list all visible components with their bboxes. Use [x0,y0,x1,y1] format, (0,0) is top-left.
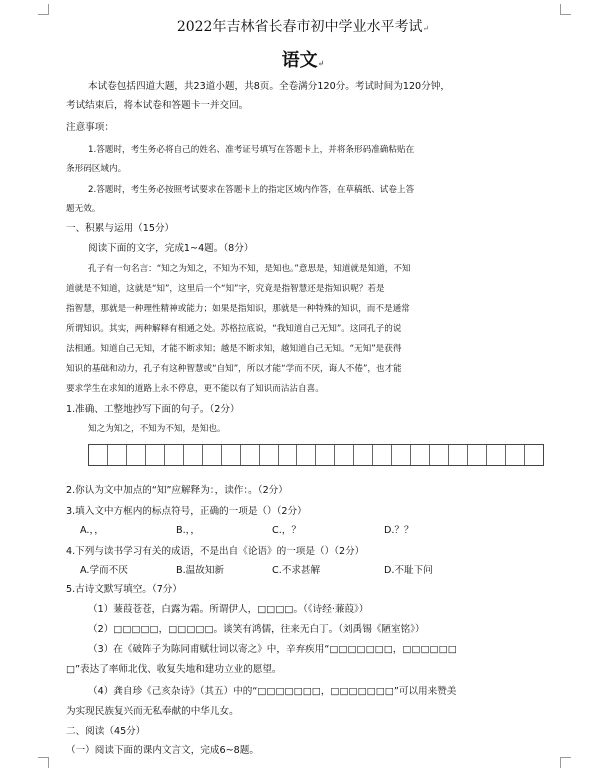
notice-item-1-line-2: 条形码区域内。 [66,164,127,174]
passage-line: 道就是不知道，这就是“知”，这里后一个“知”字，究竟是指智慧还是指知识呢？若是 [66,284,385,294]
intro-line-1: 本试卷包括四道大题，共23道小题，共8页。全卷满分120分。考试时间为120分钟， [88,81,450,92]
notice-item-2-line-1: 2.答题时，考生务必按照考试要求在答题卡上的指定区域内作答，在草稿纸、试卷上答 [88,185,415,195]
question-5-item-4-line-1: （4）龚自珍《己亥杂诗》（其五）中的“□□□□□□□，□□□□□□□”可以用来赞美 [88,686,457,697]
passage-line: 知识的基础和动力，孔子有这种智慧或“自知”，所以才能“学而不厌，诲人不倦”，也才能 [66,364,402,374]
corner-mark-top-left [38,4,49,15]
question-3-option-d: D.？？ [384,525,414,536]
corner-mark-top-right [560,4,571,15]
question-5-item-2: （2）□□□□□，□□□□□。谈笑有鸿儒，往来无白丁。（刘禹锡《陋室铭》） [88,624,425,635]
question-4-option-a: A.学而不厌 [80,565,128,576]
section-2-sub-1: （一）阅读下面的课内文言文，完成6~8题。 [66,745,259,756]
question-4-option-b: B.温故知新 [176,565,225,576]
notice-item-1-line-1: 1.答题时，考生务必将自己的姓名、准考证号填写在答题卡上，并将条形码准确粘贴在 [88,145,415,155]
passage-line: 法相通。知道自己无知，才能不断求知；越是不断求知，越知道自己无知。“无知”是获得 [66,344,402,354]
passage-line: 要求学生在求知的道路上永不停息，更不能以有了知识而沾沾自喜。 [66,384,324,394]
section-1-instruction: 阅读下面的文字，完成1~4题。（8分） [88,243,254,254]
question-5-item-3-line-1: （3）在《破阵子为陈同甫赋壮词以寄之》中，辛弃疾用“□□□□□□□，□□□□□□ [88,644,457,655]
passage-line: 孔子有一句名言：“知之为知之，不知为不知，是知也。”意思是，知道就是知道，不知 [88,264,411,274]
notice-item-2-line-2: 题无效。 [66,204,101,214]
passage-line: 所谓知识。其实，两种解释有相通之处。苏格拉底说，“我知道自己无知”。这同孔子的说 [66,324,402,334]
question-4-option-c: C.不求甚解 [272,565,321,576]
question-4-option-d: D.不耻下问 [384,565,433,576]
question-1-sentence: 知之为知之，不知为不知，是知也。 [88,424,226,434]
exam-title: 2022年吉林省长春市初中学业水平考试↵ [176,19,430,35]
question-2: 2.你认为文中加点的“知”应解释为：，读作：。（2分） [66,485,288,496]
section-1-heading: 一、积累与运用（15分） [66,223,175,234]
question-3-option-a: A.，， [80,525,104,536]
question-5-item-3-line-2: □”表达了率师北伐、收复失地和建功立业的愿望。 [66,664,282,675]
question-5-item-1: （1）蒹葭苍苍，白露为霜。所谓伊人，□□□□。（《诗经·蒹葭》） [88,604,369,615]
question-5-item-4-line-2: 为实现民族复兴而无私奉献的中华儿女。 [66,706,239,717]
passage-line: 指智慧，那就是一种理性精神或能力；如果是指知识，那就是一种特殊的知识，而不是通常 [66,304,410,314]
question-5-stem: 5.古诗文默写填空。（7分） [66,584,182,595]
question-4-stem: 4.下列与读书学习有关的成语，不是出自《论语》的一项是（）（2分） [66,546,365,557]
section-2-heading: 二、阅读（45分） [66,726,146,737]
question-3-option-b: B.，， [176,525,201,536]
notice-heading: 注意事项： [66,122,114,133]
question-3-option-c: C.，？ [272,525,301,536]
corner-mark-bottom-right [560,757,571,768]
copy-writing-grid[interactable] [88,444,544,466]
corner-mark-bottom-left [38,757,49,768]
subject-title: 语文↵ [281,50,325,71]
question-1-stem: 1.准确、工整地抄写下面的句子。（2分） [66,404,240,415]
question-3-stem: 3.填入文中方框内的标点符号，正确的一项是（）（2分） [66,506,307,517]
intro-line-2: 考试结束后，将本试卷和答题卡一并交回。 [66,100,249,111]
